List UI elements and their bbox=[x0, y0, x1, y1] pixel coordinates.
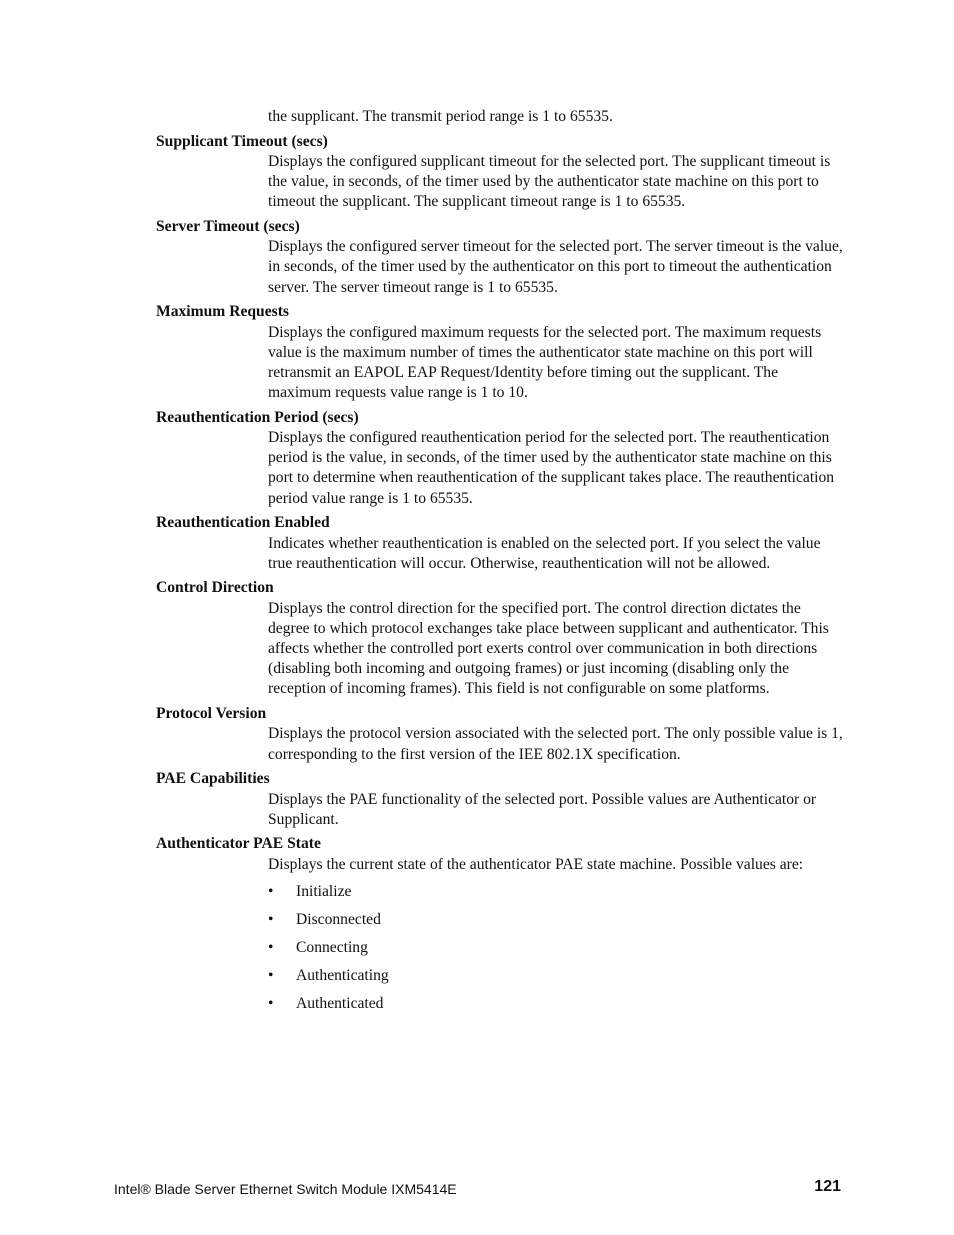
desc-protocol-version: Displays the protocol version associated with the selected port. The only possible value is 1, corresponding to the first version of the IEE 802.1X specification. bbox=[268, 725, 843, 763]
list-item bbox=[268, 966, 954, 986]
desc-reauthentication-enabled: Indicates whether reauthentication is enabled on the selected port. If you select the value true reauthentication will occur. Otherwise, reauthentication will not be allowed. bbox=[268, 534, 821, 572]
term-protocol-version: Protocol Version bbox=[156, 705, 267, 723]
desc-pae-capabilities: Displays the PAE functionality of the selected port. Possible values are Authenticator or Supplicant. bbox=[268, 790, 817, 828]
term-reauthentication-enabled: Reauthentication Enabled bbox=[156, 514, 330, 532]
list-item bbox=[268, 938, 954, 958]
list-item-label: Disconnected bbox=[296, 910, 381, 928]
list-item bbox=[268, 910, 954, 930]
bullet-icon: • bbox=[268, 910, 274, 928]
bullet-icon: • bbox=[268, 882, 274, 900]
document-body bbox=[0, 107, 954, 1022]
term-control-direction: Control Direction bbox=[156, 579, 274, 597]
desc-supplicant-timeout: Displays the configured supplicant timeout for the selected port. The supplicant timeout is the value, in seconds, of the timer used by the authenticator state machine on this port to timeout the supplicant. The supplicant timeout range is 1 to 65535. bbox=[268, 152, 831, 211]
list-item-label: Initialize bbox=[296, 882, 352, 900]
list-item bbox=[268, 994, 954, 1014]
list-item-label: Authenticated bbox=[296, 995, 384, 1013]
list-item bbox=[268, 882, 954, 902]
desc-server-timeout: Displays the configured server timeout for the selected port. The server timeout is the value, in seconds, of the timer used by the authenticator on this port to timeout the authentication server. The server timeout range is 1 to 65535. bbox=[268, 238, 843, 296]
term-authenticator-pae-state: Authenticator PAE State bbox=[156, 835, 321, 853]
desc-maximum-requests: Displays the configured maximum requests for the selected port. The maximum requests value is the maximum number of times the authenticator state machine on this port will retransmit an EAPOL EAP Request/Identity before timing out the supplicant. The maximum requests value range is 1 to 10. bbox=[268, 323, 822, 402]
intro-text: the supplicant. The transmit period range is 1 to 65535. bbox=[268, 108, 613, 125]
list-item-label: Connecting bbox=[296, 939, 368, 956]
term-pae-capabilities: PAE Capabilities bbox=[156, 770, 270, 788]
desc-control-direction: Displays the control direction for the specified port. The control direction dictates the degree to which protocol exchanges take place between supplicant and authenticator. This affects whether the controlled port exerts control over communication in both directions (disabling both incoming and outgoing frames) or just incoming (disabling only the reception of incoming frames). This field is not configurable on some platforms. bbox=[268, 599, 829, 698]
term-maximum-requests: Maximum Requests bbox=[156, 303, 289, 321]
list-item-label: Authenticating bbox=[296, 967, 389, 985]
desc-authenticator-pae-state: Displays the current state of the authenticator PAE state machine. Possible values are: bbox=[268, 855, 804, 873]
bullet-icon: • bbox=[268, 995, 274, 1013]
page-number: 121 bbox=[814, 1178, 841, 1195]
bullet-icon: • bbox=[268, 939, 274, 956]
footer-document-title: Intel® Blade Server Ethernet Switch Module IXM5414E bbox=[114, 1181, 457, 1197]
term-server-timeout: Server Timeout (secs) bbox=[156, 218, 300, 236]
pae-state-list bbox=[268, 882, 954, 1015]
term-reauthentication-period: Reauthentication Period (secs) bbox=[156, 408, 359, 426]
bullet-icon: • bbox=[268, 967, 274, 985]
desc-reauthentication-period: Displays the configured reauthentication period for the selected port. The reauthentication period is the value, in seconds, of the timer used by the authenticator state machine on this port to determine when reauthentication of the supplicant takes place. The reauthentication period value range is 1 to 65535. bbox=[268, 429, 835, 507]
term-supplicant-timeout: Supplicant Timeout (secs) bbox=[156, 132, 328, 150]
